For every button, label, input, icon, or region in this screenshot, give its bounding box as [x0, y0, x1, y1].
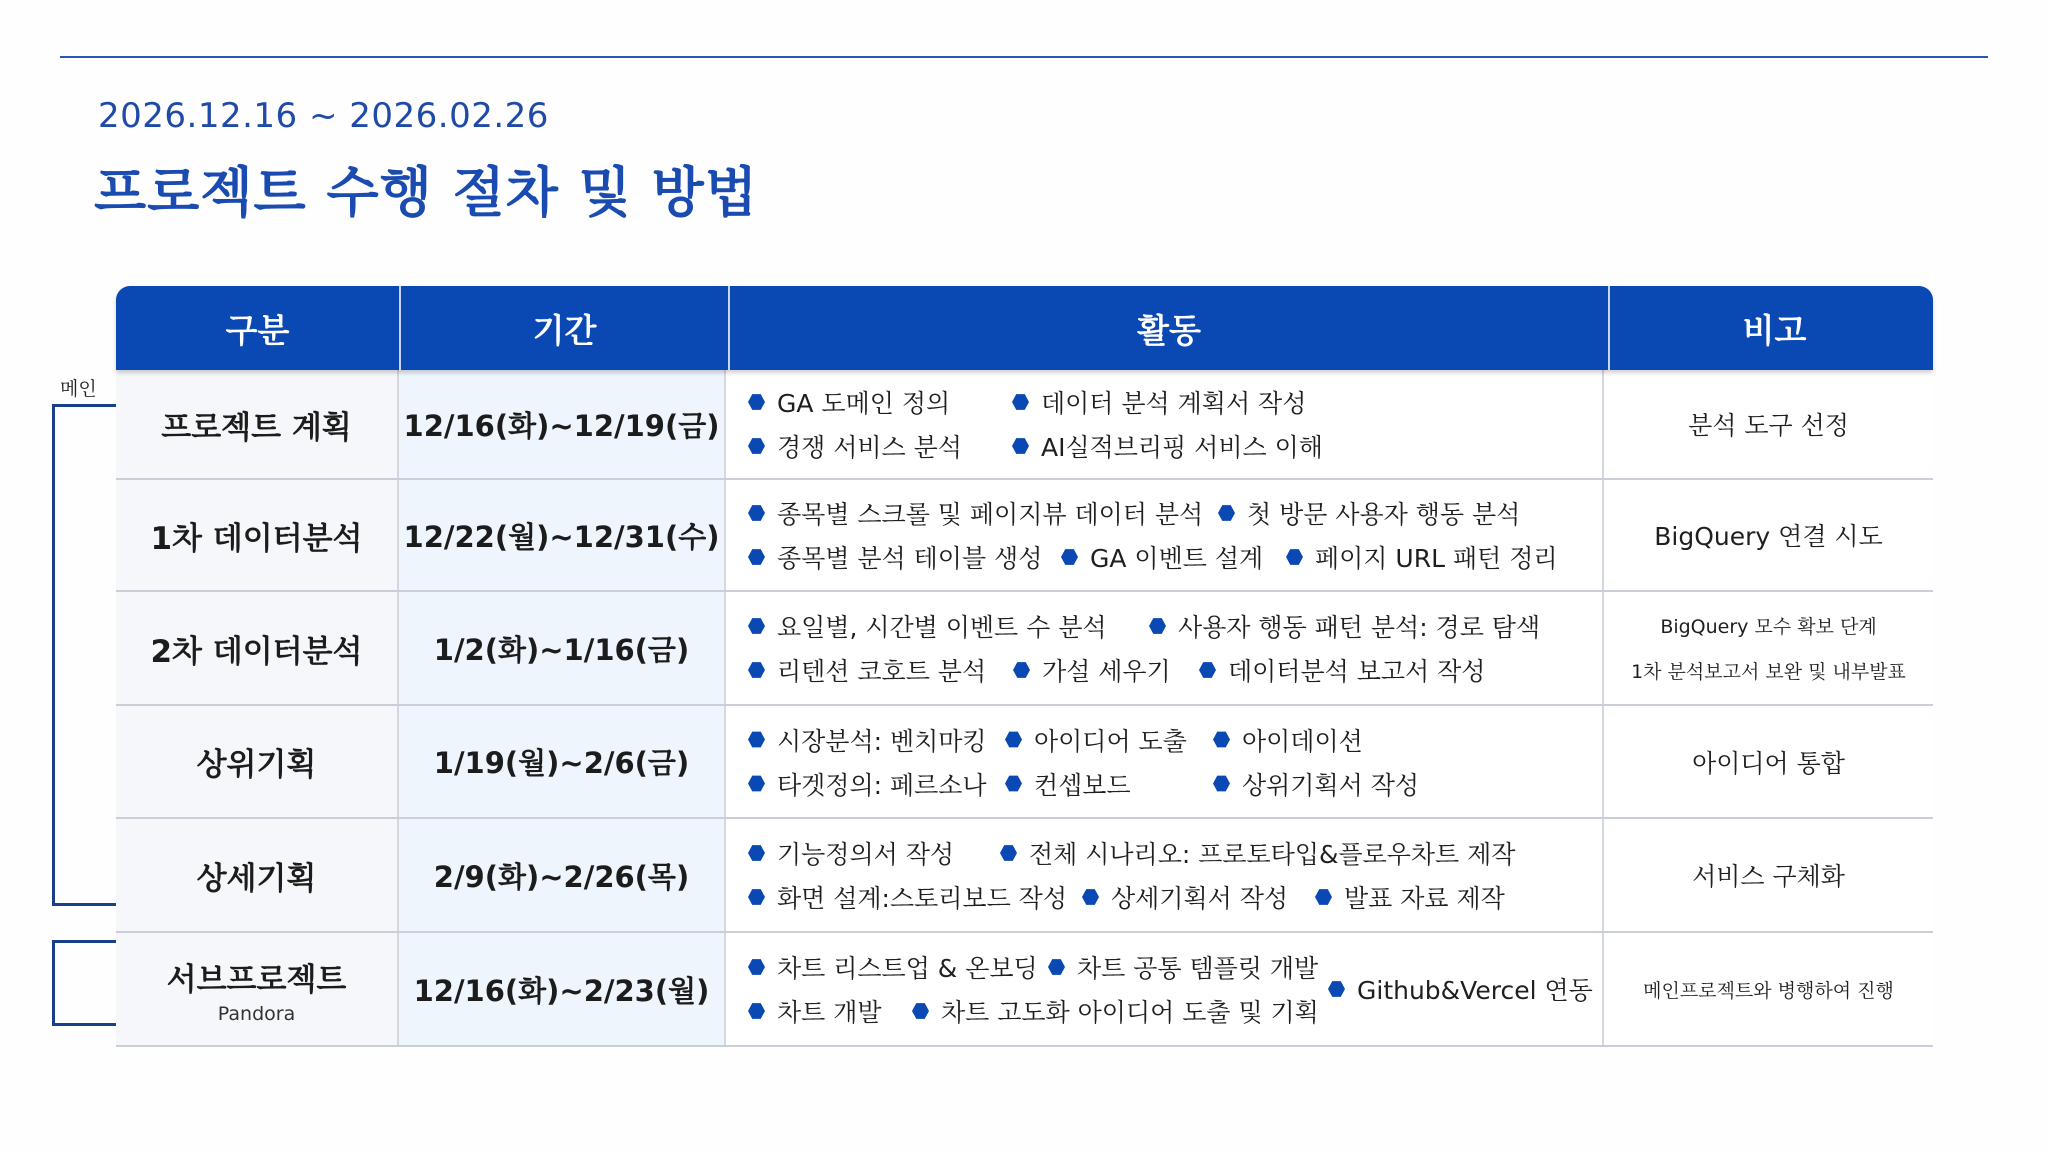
activity-item	[748, 608, 1107, 644]
activity-text: 타겟정의: 페르소나	[777, 770, 987, 800]
activity-cell	[726, 706, 1604, 817]
note-cell	[1604, 480, 1933, 590]
activity-text: 차트 개발	[777, 998, 882, 1027]
activity-item	[1048, 949, 1318, 985]
note-text: 메인프로젝트와 병행하여 진행	[1643, 979, 1894, 1002]
hexagon-bullet-icon	[748, 662, 765, 679]
period-cell: 1/2(화)~1/16(금)	[399, 592, 726, 704]
note-text: BigQuery 연결 시도	[1654, 522, 1883, 551]
period-cell: 12/16(화)~12/19(금)	[399, 370, 726, 478]
hexagon-bullet-icon	[1213, 731, 1230, 748]
main-project-bracket	[52, 404, 117, 906]
note-text: 아이디어 통합	[1692, 748, 1845, 778]
col-header-note: 비고	[1742, 310, 1807, 350]
activity-item	[748, 384, 950, 420]
category-label: 상위기획	[196, 747, 317, 783]
hexagon-bullet-icon	[1213, 775, 1230, 792]
note-cell	[1604, 370, 1933, 478]
activity-item	[748, 993, 882, 1029]
hexagon-bullet-icon	[748, 959, 765, 976]
hexagon-bullet-icon	[1005, 731, 1022, 748]
activity-text: 화면 설계:스토리보드 작성	[777, 884, 1067, 913]
activity-cell	[726, 370, 1604, 478]
activity-text: 상세기획서 작성	[1111, 884, 1288, 913]
category-label: 상세기획	[196, 860, 317, 897]
activity-text: 페이지 URL 패턴 정리	[1315, 544, 1558, 573]
hexagon-bullet-icon	[912, 1003, 929, 1020]
activity-text: 리텐션 코호트 분석	[777, 657, 987, 686]
note-text: 분석 도구 선정	[1688, 411, 1849, 440]
category-cell	[116, 933, 399, 1045]
activity-text: 종목별 스크롤 및 페이지뷰 데이터 분석	[777, 500, 1204, 529]
top-divider	[60, 56, 1988, 58]
activity-cell	[726, 592, 1604, 704]
category-cell	[116, 819, 399, 931]
activity-line	[748, 611, 1602, 641]
activity-text: Github&Vercel 연동	[1357, 976, 1593, 1005]
activity-item	[748, 428, 962, 464]
activity-text: 종목별 분석 테이블 생성	[777, 544, 1043, 573]
col-header-category: 구분	[116, 286, 401, 370]
hexagon-bullet-icon	[748, 505, 765, 522]
activity-item	[1315, 879, 1505, 915]
hexagon-bullet-icon	[748, 845, 765, 862]
activity-line	[748, 882, 1602, 912]
hexagon-bullet-icon	[1149, 618, 1166, 635]
activity-text: 경쟁 서비스 분석	[777, 433, 962, 462]
activity-line	[748, 387, 1602, 417]
hexagon-bullet-icon	[748, 618, 765, 635]
activity-item	[1213, 722, 1363, 758]
activity-item	[748, 722, 987, 758]
sub-project-bracket	[52, 940, 117, 1026]
activity-item	[1218, 495, 1520, 531]
hexagon-bullet-icon	[748, 889, 765, 906]
activity-text: GA 이벤트 설계	[1090, 544, 1264, 573]
period-cell: 12/22(월)~12/31(수)	[399, 480, 726, 590]
activity-item	[1012, 428, 1323, 464]
activity-text: 기능정의서 작성	[777, 840, 954, 869]
activity-item	[748, 495, 1203, 531]
activity-item	[1082, 879, 1288, 915]
activity-text: 전체 시나리오: 프로토타입&플로우차트 제작	[1029, 840, 1516, 869]
category-sublabel: Pandora	[217, 1002, 296, 1025]
table-row	[116, 819, 1933, 933]
hexagon-bullet-icon	[748, 394, 765, 411]
hexagon-bullet-icon	[1315, 889, 1332, 906]
activity-cell	[726, 480, 1604, 590]
category-cell	[116, 480, 399, 590]
activity-item	[912, 993, 1319, 1029]
activity-text: 첫 방문 사용자 행동 분석	[1247, 500, 1521, 529]
hexagon-bullet-icon	[748, 438, 765, 455]
table-row	[116, 480, 1933, 592]
note-cell	[1604, 819, 1933, 931]
activity-text: 요일별, 시간별 이벤트 수 분석	[777, 613, 1107, 642]
activity-text: 차트 공통 템플릿 개발	[1077, 954, 1319, 983]
activity-text: 차트 고도화 아이디어 도출 및 기획	[941, 998, 1319, 1027]
activity-item	[1005, 766, 1131, 802]
table-row	[116, 370, 1933, 480]
activity-line	[748, 769, 1602, 799]
hexagon-bullet-icon	[1013, 662, 1030, 679]
col-header-period: 기간	[401, 286, 730, 370]
period-cell: 2/9(화)~2/26(목)	[399, 819, 726, 931]
activity-line	[748, 838, 1602, 868]
category-label: 프로젝트 계획	[161, 409, 352, 446]
activity-item	[1013, 652, 1171, 688]
activity-item	[748, 835, 954, 871]
activity-text: 아이디어 도출	[1034, 726, 1187, 756]
period-cell: 12/16(화)~2/23(월)	[399, 933, 726, 1045]
activity-line	[748, 725, 1602, 755]
activity-item	[748, 879, 1067, 915]
category-cell	[116, 706, 399, 817]
hexagon-bullet-icon	[1199, 662, 1216, 679]
activity-text: 사용자 행동 패턴 분석: 경로 탐색	[1178, 613, 1541, 642]
hexagon-bullet-icon	[748, 775, 765, 792]
activity-item	[748, 539, 1042, 575]
note-text: BigQuery 모수 확보 단계	[1660, 616, 1877, 638]
activity-item	[748, 949, 1038, 985]
activity-cell	[726, 933, 1604, 1045]
activity-item	[1286, 539, 1558, 575]
note-cell	[1604, 706, 1933, 817]
activity-item	[1328, 971, 1593, 1007]
hexagon-bullet-icon	[1048, 959, 1065, 976]
activity-text: GA 도메인 정의	[777, 389, 951, 418]
activity-text: 데이터분석 보고서 작성	[1228, 657, 1486, 686]
hexagon-bullet-icon	[1012, 394, 1029, 411]
page-title: 프로젝트 수행 절차 및 방법	[94, 161, 759, 224]
activity-text: 데이터 분석 계획서 작성	[1041, 389, 1307, 418]
hexagon-bullet-icon	[1082, 889, 1099, 906]
activity-line	[748, 655, 1602, 685]
activity-text: 상위기획서 작성	[1242, 770, 1419, 800]
activity-text: 아이데이션	[1242, 726, 1363, 756]
activity-item	[1000, 835, 1515, 871]
activity-text: 차트 리스트업 & 온보딩	[777, 954, 1038, 983]
category-label: 2차 데이터분석	[150, 633, 363, 670]
activity-item	[1149, 608, 1540, 644]
hexagon-bullet-icon	[748, 549, 765, 566]
category-cell	[116, 592, 399, 704]
activity-cell	[726, 819, 1604, 931]
category-label: 서브프로젝트	[166, 961, 347, 998]
activity-item	[1199, 652, 1485, 688]
activity-line	[748, 498, 1602, 528]
table-row	[116, 706, 1933, 819]
main-bracket-label: 메인	[60, 378, 97, 400]
table-header	[116, 286, 1933, 370]
hexagon-bullet-icon	[1000, 845, 1017, 862]
col-header-activity: 활동	[730, 286, 1610, 370]
activity-item	[1061, 539, 1263, 575]
note-cell	[1604, 933, 1933, 1045]
activity-text: AI실적브리핑 서비스 이해	[1041, 433, 1323, 462]
activity-line	[748, 542, 1602, 572]
activity-item	[1005, 722, 1187, 758]
hexagon-bullet-icon	[1061, 549, 1078, 566]
activity-text: 가설 세우기	[1042, 657, 1171, 686]
note-text: 서비스 구체화	[1692, 862, 1845, 891]
activity-item	[1213, 766, 1419, 802]
period-cell: 1/19(월)~2/6(금)	[399, 706, 726, 817]
date-range: 2026.12.16 ~ 2026.02.26	[98, 96, 549, 136]
activity-item	[748, 652, 986, 688]
hexagon-bullet-icon	[748, 731, 765, 748]
table-row	[116, 592, 1933, 706]
activity-text: 발표 자료 제작	[1344, 884, 1505, 913]
table-body	[116, 370, 1933, 1047]
activity-item	[1012, 384, 1306, 420]
procedure-table	[116, 286, 1933, 1047]
hexagon-bullet-icon	[748, 1003, 765, 1020]
table-row	[116, 933, 1933, 1047]
hexagon-bullet-icon	[1218, 505, 1235, 522]
activity-text: 컨셉보드	[1034, 770, 1131, 800]
activity-item	[748, 766, 987, 802]
activity-text: 시장분석: 벤치마킹	[777, 726, 987, 756]
category-cell	[116, 370, 399, 478]
category-label: 1차 데이터분석	[150, 520, 363, 557]
note-text: 1차 분석보고서 보완 및 내부발표	[1631, 661, 1906, 683]
hexagon-bullet-icon	[1328, 981, 1345, 998]
hexagon-bullet-icon	[1286, 549, 1303, 566]
hexagon-bullet-icon	[1005, 775, 1022, 792]
activity-line	[748, 431, 1602, 461]
hexagon-bullet-icon	[1012, 438, 1029, 455]
note-cell	[1604, 592, 1933, 704]
